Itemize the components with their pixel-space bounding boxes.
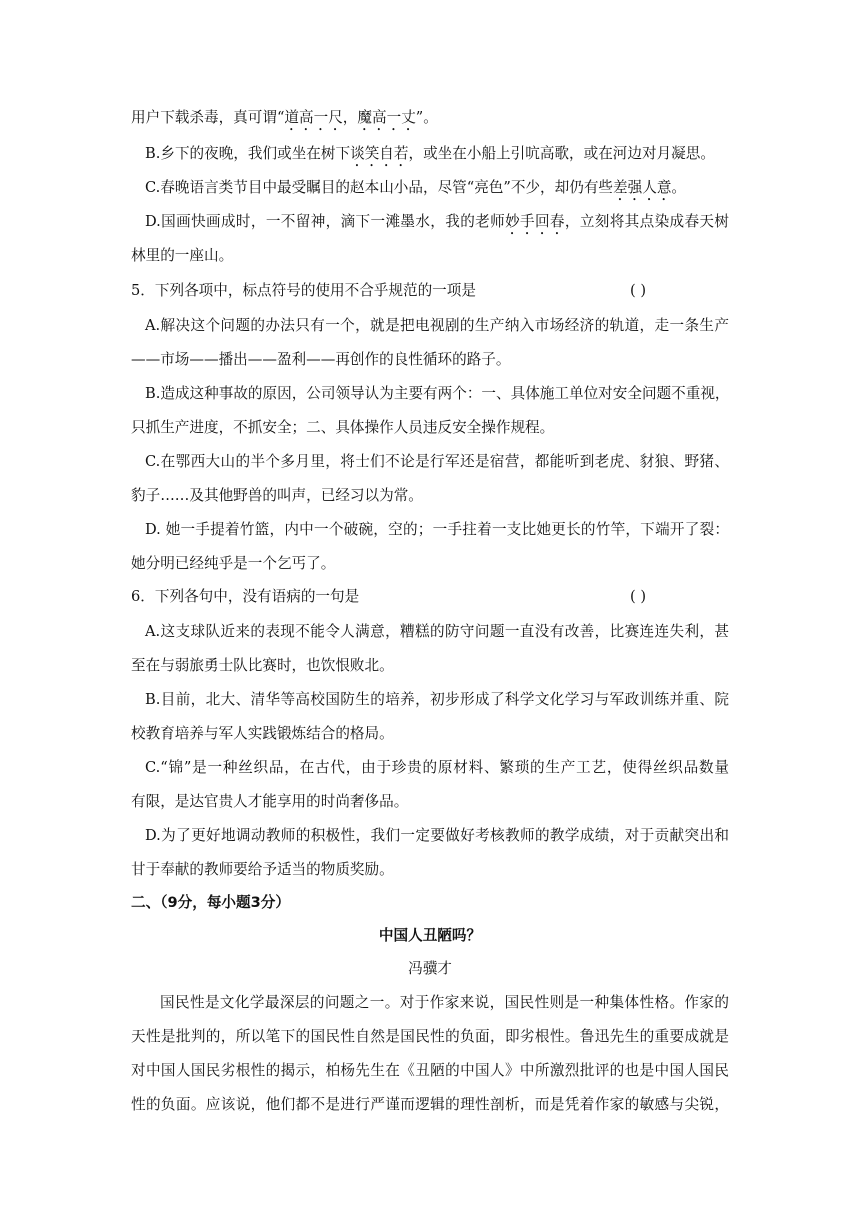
q5-option-d-line2: 她分明已经纯乎是一个乞丐了。 bbox=[131, 555, 336, 572]
q4-option-c bbox=[145, 178, 686, 204]
article-paragraph-line1: 国民性是文化学最深层的问题之一。对于作家来说，国民性则是一种集体性格。作家的 bbox=[160, 994, 729, 1011]
article-author: 冯骥才 bbox=[408, 960, 452, 977]
q6-option-c-line1: C.“锦”是一种丝织品，在古代，由于珍贵的原材料、繁琐的生产工艺，使得丝织品数量 bbox=[145, 759, 729, 776]
emphasized-text: 魔高一丈 bbox=[357, 109, 416, 126]
q5-option-b-line1: B.造成这种事故的原因，公司领导认为主要有两个：一、具体施工单位对安全问题不重视， bbox=[145, 385, 730, 402]
text: ， bbox=[342, 109, 358, 126]
emphasized-text: 妙手回春 bbox=[505, 213, 565, 230]
text: B.乡下的夜晚，我们或坐在树下 bbox=[145, 145, 351, 162]
q4-option-b bbox=[145, 144, 715, 170]
text: ”。 bbox=[415, 109, 438, 126]
q6-answer-paren: ( ) bbox=[630, 588, 647, 605]
text: ，立刻将其点染成春天树 bbox=[564, 213, 729, 230]
q6-option-b-line2: 校教育培养与军人实践锻炼结合的格局。 bbox=[131, 725, 394, 742]
section-heading: 二、（9分，每小题3分） bbox=[131, 894, 290, 911]
q5-answer-paren: ( ) bbox=[630, 282, 647, 299]
q5-option-a-line2: ——市场——播出——盈利——再创作的良性循环的路子。 bbox=[131, 351, 511, 368]
q6-option-a-line1: A.这支球队近来的表现不能令人满意，糟糕的防守问题一直没有改善，比赛连连失利，甚 bbox=[145, 623, 729, 640]
q5-stem: 5．下列各项中，标点符号的使用不合乎规范的一项是 bbox=[131, 282, 476, 299]
emphasized-text: 差强人意 bbox=[613, 179, 672, 196]
q5-option-b-line2: 只抓生产进度，不抓安全；二、具体操作人员违反安全操作规程。 bbox=[131, 419, 555, 436]
text: ，或坐在小船上引吭高歌，或在河边对月凝思。 bbox=[408, 145, 715, 162]
q6-stem: 6．下列各句中，没有语病的一句是 bbox=[131, 588, 360, 605]
q5-option-d-line1: D. 她一手提着竹篮，内中一个破碗，空的；一手拄着一支比她更长的竹竿，下端开了裂： bbox=[145, 521, 729, 538]
article-paragraph-line4: 性的负面。应该说，他们都不是进行严谨而逻辑的理性剖析，而是凭着作家的敏感与尖锐， bbox=[131, 1096, 729, 1113]
q6-option-c-line2: 有限，是达官贵人才能享用的时尚奢侈品。 bbox=[131, 793, 409, 810]
q6-option-b-line1: B.目前，北大、清华等高校国防生的培养，初步形成了科学文化学习与军政训练并重、院 bbox=[145, 691, 729, 708]
q5-option-c-line1: C.在鄂西大山的半个多月里，将士们不论是行军还是宿营，都能听到老虎、豺狼、野猪、 bbox=[145, 453, 729, 470]
q4-context-line bbox=[131, 108, 438, 134]
text: 。 bbox=[671, 179, 687, 196]
text: D.国画快画成时，一不留神，滴下一滩墨水，我的老师 bbox=[145, 213, 506, 230]
q5-option-a-line1: A.解决这个问题的办法只有一个，就是把电视剧的生产纳入市场经济的轨道，走一条生产 bbox=[145, 317, 729, 334]
article-paragraph-line3: 对中国人国民劣根性的揭示，柏杨先生在《丑陋的中国人》中所激烈批评的也是中国人国民 bbox=[131, 1062, 729, 1079]
emphasized-text: 谈笑自若 bbox=[350, 145, 409, 162]
q5-option-c-line2: 豹子……及其他野兽的叫声，已经习以为常。 bbox=[131, 487, 423, 504]
text: C.春晚语言类节目中最受瞩目的赵本山小品，尽管“亮色”不少，却仍有些 bbox=[145, 179, 614, 196]
q6-option-d-line2: 甘于奉献的教师要给予适当的物质奖励。 bbox=[131, 861, 394, 878]
q6-option-a-line2: 至在与弱旅勇士队比赛时，也饮恨败北。 bbox=[131, 657, 394, 674]
article-paragraph-line2: 天性是批判的，所以笔下的国民性自然是国民性的负面，即劣根性。鲁迅先生的重要成就是 bbox=[131, 1028, 729, 1045]
article-title: 中国人丑陋吗？ bbox=[378, 927, 482, 944]
q6-option-d-line1: D.为了更好地调动教师的积极性，我们一定要做好考核教师的教学成绩，对于贡献突出和 bbox=[145, 827, 729, 844]
emphasized-text: 道高一尺 bbox=[284, 109, 343, 126]
q4-option-d-line1 bbox=[145, 212, 729, 238]
q4-option-d-line2: 林里的一座山。 bbox=[131, 247, 234, 264]
text: 用户下载杀毒，真可谓“ bbox=[131, 109, 285, 126]
